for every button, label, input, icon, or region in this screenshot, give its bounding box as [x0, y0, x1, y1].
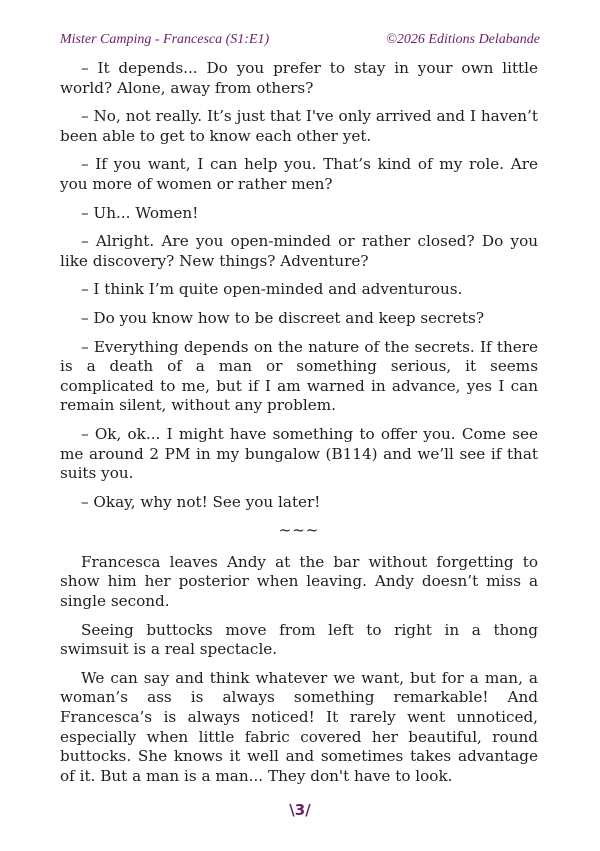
dialogue-line: – If you want, I can help you. That’s kind of my role. Are you more of women or rather men?: [60, 155, 538, 193]
running-header: [60, 32, 540, 48]
dialogue-line: – It depends... Do you prefer to stay in your own little world? Alone, away from others?: [60, 59, 538, 97]
dialogue-line: – Uh... Women!: [81, 203, 199, 222]
header-title: Mister Camping - Francesca (S1:E1): [60, 32, 270, 47]
page-number: \3/: [289, 801, 311, 819]
scene-separator: ~~~: [278, 521, 320, 540]
dialogue-line: – Okay, why not! See you later!: [81, 492, 321, 511]
page-body: [60, 59, 538, 795]
header-copyright: ©2026 Editions Delabande: [386, 32, 540, 47]
dialogue-line: – Alright. Are you open-minded or rather closed? Do you like discovery? New things? Adventure?: [60, 232, 538, 270]
dialogue-line: – Do you know how to be discreet and keep secrets?: [81, 308, 484, 327]
dialogue-line: – I think I’m quite open-minded and adventurous.: [81, 280, 463, 299]
narrative-paragraph: Francesca leaves Andy at the bar without forgetting to show him her posterior when leaving. Andy doesn’t miss a single second.: [60, 552, 538, 611]
narrative-paragraph: Seeing buttocks move from left to right in a thong swimsuit is a real spectacle.: [60, 620, 538, 659]
dialogue-line: – Ok, ok... I might have something to offer you. Come see me around 2 PM in my bungalow (B114) and we’ll see if that suits you.: [60, 424, 538, 483]
narrative-paragraph: We can say and think whatever we want, but for a man, a woman’s ass is always something remarkable! And Francesca’s is always noticed! It rarely went unnoticed, especially when little fabric covered her beautiful, round buttocks. She knows it well and sometimes takes advantage of it. But a man is a man... They don't have to look.: [60, 668, 538, 785]
dialogue-line: – Everything depends on the nature of the secrets. If there is a death of a man or something serious, it seems complicated to me, but if I am warned in advance, yes I can remain silent, without any problem.: [60, 337, 538, 415]
dialogue-line: – No, not really. It’s just that I've only arrived and I haven’t been able to get to know each other yet.: [60, 107, 538, 145]
